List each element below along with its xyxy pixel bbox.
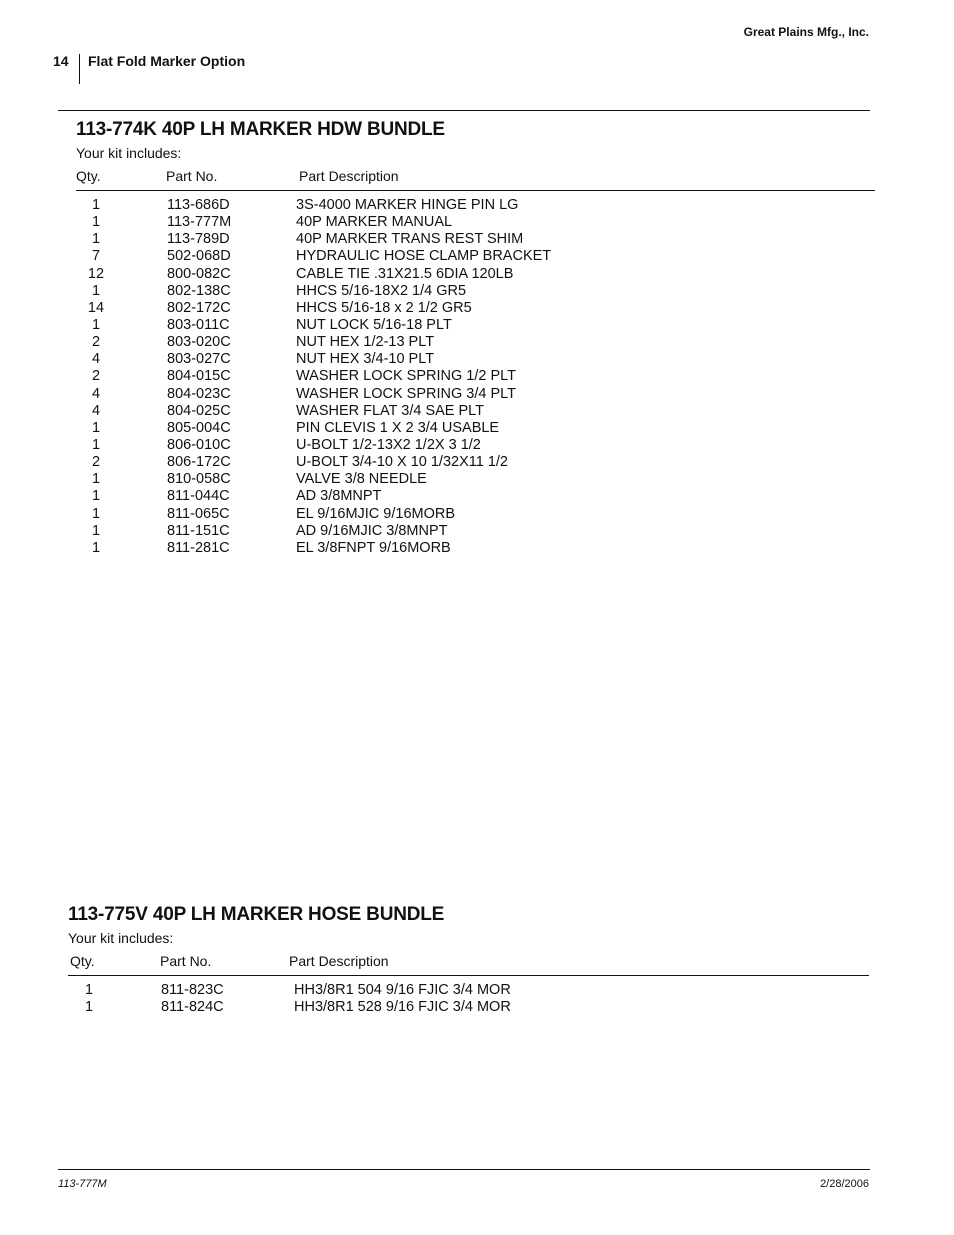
qty-cell: 4 [91,385,101,402]
qty-cell: 1 [91,436,101,453]
qty-cell: 14 [87,299,105,316]
part-number-cell: 805-004C [167,419,231,436]
part-row [76,420,875,437]
description-cell: WASHER FLAT 3/4 SAE PLT [296,402,485,419]
description-cell: WASHER LOCK SPRING 1/2 PLT [296,368,516,385]
description-cell: PIN CLEVIS 1 X 2 3/4 USABLE [296,419,500,436]
part-row [76,454,875,471]
column-headers [68,950,869,972]
qty-cell: 4 [91,351,101,368]
page-number: 14 [53,53,69,69]
qty-cell: 1 [91,316,101,333]
parts-list [68,982,869,1016]
qty-cell: 1 [84,999,94,1016]
qty-cell: 1 [84,982,94,998]
part-no-header: Part No. [160,953,212,969]
part-row [76,248,875,265]
qty-cell: 2 [91,334,101,351]
qty-cell: 1 [91,419,101,436]
bundle-hose [68,903,869,1016]
description-cell: HYDRAULIC HOSE CLAMP BRACKET [296,248,552,265]
qty-cell: 1 [91,214,101,231]
part-number-cell: 802-172C [167,299,231,316]
part-number-cell: 800-082C [167,265,231,282]
part-number-cell: 810-058C [167,471,231,488]
part-row [68,982,869,999]
part-row [76,403,875,420]
description-cell: NUT LOCK 5/16-18 PLT [296,316,452,333]
part-number-cell: 804-015C [167,368,231,385]
part-row [76,540,875,557]
part-number-cell: 806-172C [167,454,231,471]
part-row [68,999,869,1016]
qty-cell: 1 [91,505,101,522]
description-cell: 3S-4000 MARKER HINGE PIN LG [296,197,519,213]
description-cell: VALVE 3/8 NEEDLE [296,471,427,488]
qty-cell: 4 [91,402,101,419]
qty-cell: 1 [91,282,101,299]
section-name: Flat Fold Marker Option [88,53,246,69]
kit-includes-label: Your kit includes: [76,145,182,161]
part-row [76,351,875,368]
description-cell: 40P MARKER MANUAL [296,214,453,231]
part-row [76,523,875,540]
bundle-hdw [76,118,875,557]
part-number-cell: 802-138C [167,282,231,299]
part-number-cell: 113-777M [167,214,232,231]
bundle-title: 113-774K 40P LH MARKER HDW BUNDLE [76,119,445,140]
company-name: Great Plains Mfg., Inc. [743,25,869,39]
description-cell: AD 3/8MNPT [296,488,382,505]
part-row [76,317,875,334]
part-row [76,283,875,300]
description-header: Part Description [289,953,389,969]
part-number-cell: 806-010C [167,436,231,453]
part-row [76,488,875,505]
document-date: 2/28/2006 [820,1178,869,1190]
description-cell: HH3/8R1 504 9/16 FJIC 3/4 MOR [294,982,511,998]
parts-list [76,197,875,557]
header-divider [79,54,80,84]
part-number-cell: 804-025C [167,402,231,419]
part-row [76,231,875,248]
part-number-cell: 811-824C [161,999,224,1016]
description-cell: WASHER LOCK SPRING 3/4 PLT [296,385,516,402]
part-number-cell: 811-065C [167,505,230,522]
part-row [76,506,875,523]
header-rule [68,975,869,976]
qty-cell: 7 [91,248,101,265]
description-cell: NUT HEX 1/2-13 PLT [296,334,435,351]
part-row [76,437,875,454]
qty-cell: 2 [91,368,101,385]
qty-cell: 2 [91,454,101,471]
qty-cell: 1 [91,488,101,505]
bottom-rule [58,1169,870,1170]
part-number-cell: 803-027C [167,351,231,368]
part-number-cell: 811-281C [167,539,230,556]
part-number-cell: 502-068D [167,248,231,265]
part-number-cell: 811-044C [167,488,230,505]
qty-header: Qty. [76,168,101,184]
part-number-cell: 113-686D [167,197,230,213]
part-row [76,197,875,214]
part-number-cell: 804-023C [167,385,231,402]
qty-cell: 1 [91,197,101,213]
part-number-cell: 113-789D [167,231,230,248]
document-id: 113-777M [58,1178,107,1190]
qty-cell: 12 [87,265,105,282]
description-cell: HHCS 5/16-18 x 2 1/2 GR5 [296,299,472,316]
description-cell: HHCS 5/16-18X2 1/4 GR5 [296,282,467,299]
header-rule [76,190,875,191]
part-number-cell: 811-823C [161,982,224,998]
description-header: Part Description [299,168,399,184]
description-cell: HH3/8R1 528 9/16 FJIC 3/4 MOR [294,999,511,1016]
top-rule [58,110,870,111]
qty-cell: 1 [91,471,101,488]
part-number-cell: 803-020C [167,334,231,351]
kit-includes-label: Your kit includes: [68,930,174,946]
part-row [76,471,875,488]
bundle-title: 113-775V 40P LH MARKER HOSE BUNDLE [68,904,445,925]
part-row [76,334,875,351]
part-no-header: Part No. [166,168,218,184]
part-number-cell: 811-151C [167,522,230,539]
description-cell: U-BOLT 3/4-10 X 10 1/32X11 1/2 [296,454,508,471]
qty-cell: 1 [91,231,101,248]
part-row [76,214,875,231]
description-cell: 40P MARKER TRANS REST SHIM [296,231,524,248]
description-cell: AD 9/16MJIC 3/8MNPT [296,522,448,539]
part-row [76,386,875,403]
qty-header: Qty. [70,953,95,969]
description-cell: CABLE TIE .31X21.5 6DIA 120LB [296,265,514,282]
qty-cell: 1 [91,539,101,556]
part-row [76,368,875,385]
qty-cell: 1 [91,522,101,539]
description-cell: EL 9/16MJIC 9/16MORB [296,505,456,522]
part-row [76,266,875,283]
part-row [76,300,875,317]
description-cell: EL 3/8FNPT 9/16MORB [296,539,451,556]
column-headers [76,165,875,187]
part-number-cell: 803-011C [167,316,230,333]
description-cell: U-BOLT 1/2-13X2 1/2X 3 1/2 [296,436,481,453]
description-cell: NUT HEX 3/4-10 PLT [296,351,435,368]
